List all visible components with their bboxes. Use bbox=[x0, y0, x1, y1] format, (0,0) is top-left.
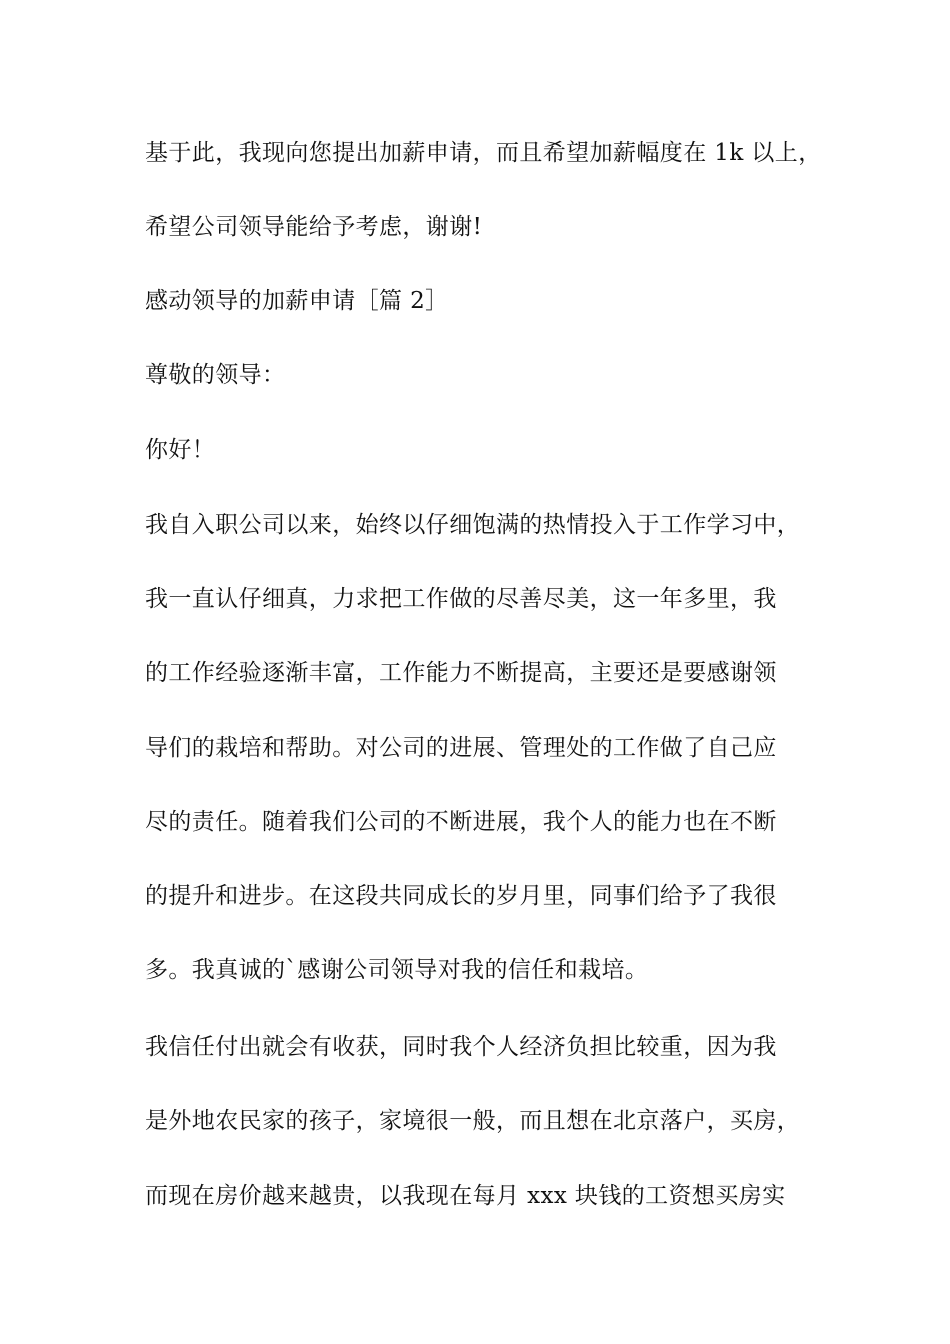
text-line: 我一直认仔细真，力求把工作做的尽善尽美，这一年多里，我 bbox=[145, 586, 777, 612]
text-line: 基于此，我现向您提出加薪申请，而且希望加薪幅度在 1k 以上， bbox=[145, 140, 822, 166]
text-line: 多。我真诚的`感谢公司领导对我的信任和栽培。 bbox=[145, 957, 649, 983]
text-line: 希望公司领导能给予考虑，谢谢! bbox=[145, 214, 483, 240]
text-line: 我自入职公司以来，始终以仔细饱满的热情投入于工作学习中， bbox=[145, 512, 801, 538]
text-line: 的工作经验逐渐丰富，工作能力不断提高，主要还是要感谢领 bbox=[145, 660, 777, 686]
text-line: 尽的责任。随着我们公司的不断进展，我个人的能力也在不断 bbox=[145, 809, 777, 835]
text-line: 我信任付出就会有收获，同时我个人经济负担比较重，因为我 bbox=[145, 1034, 777, 1060]
section-heading: 感动领导的加薪申请［篇 2］ bbox=[145, 288, 449, 314]
text-line: 是外地农民家的孩子，家境很一般，而且想在北京落户，买房， bbox=[145, 1108, 801, 1134]
greeting: 你好！ bbox=[145, 437, 216, 463]
text-line: 而现在房价越来越贵，以我现在每月 xxx 块钱的工资想买房实 bbox=[145, 1183, 786, 1209]
text-line: 的提升和进步。在这段共同成长的岁月里，同事们给予了我很 bbox=[145, 883, 777, 909]
salutation: 尊敬的领导： bbox=[145, 362, 286, 388]
text-line: 导们的栽培和帮助。对公司的进展、管理处的工作做了自己应 bbox=[145, 735, 777, 761]
